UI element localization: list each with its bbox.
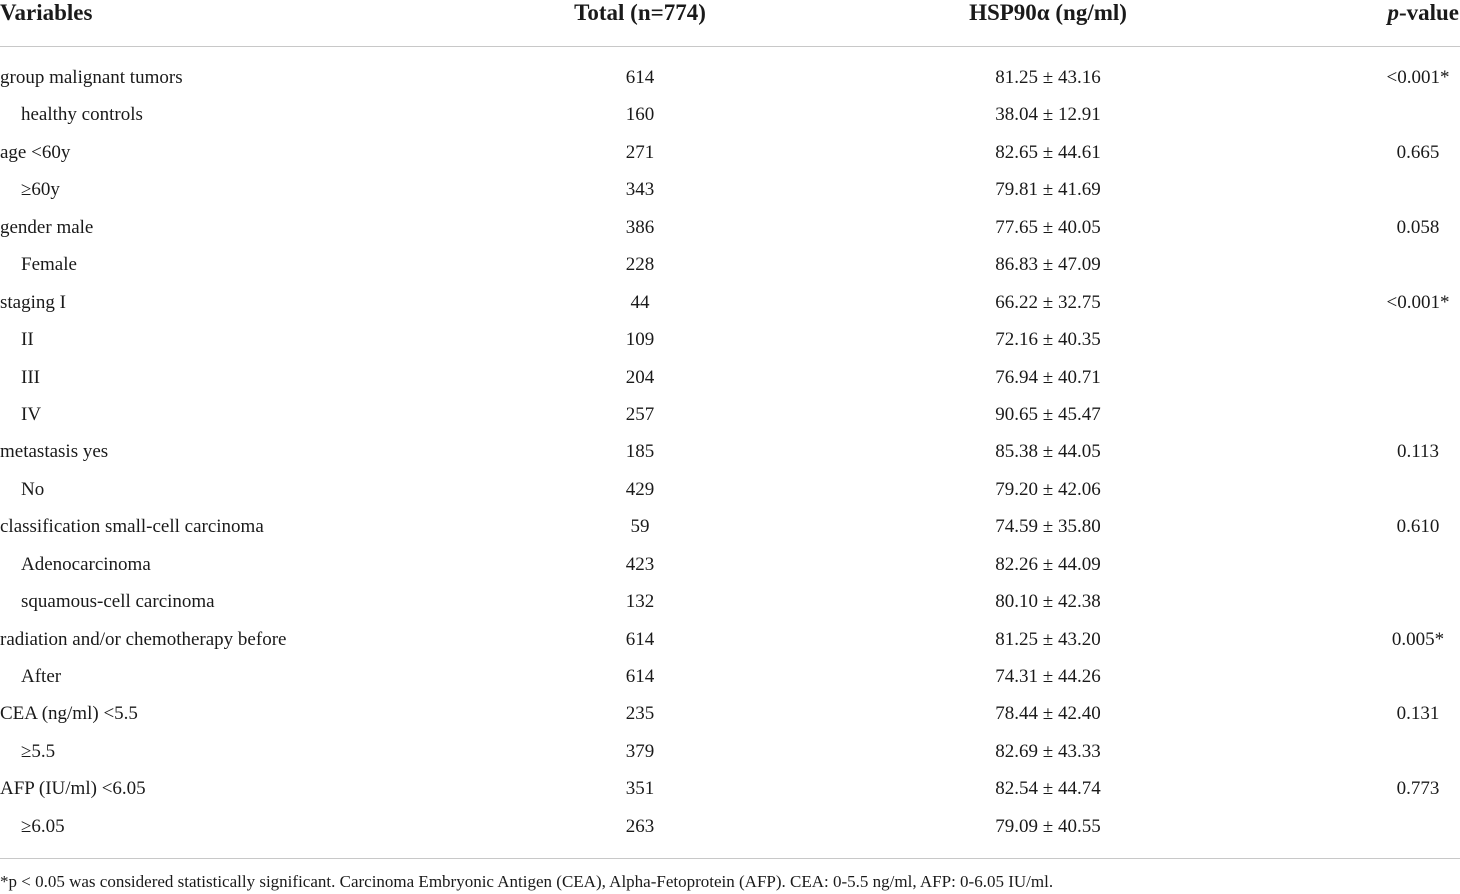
cell-variable: staging I	[0, 291, 66, 313]
cell-total: 423	[625, 553, 655, 575]
cell-total: 228	[625, 254, 655, 276]
cell-total: 263	[625, 815, 655, 837]
table-row	[0, 209, 1460, 246]
cell-variable: II	[21, 329, 34, 351]
table-row	[0, 583, 1460, 620]
table-bottom-rule	[0, 858, 1460, 859]
table-header	[0, 0, 1460, 47]
cell-hsp90a: 90.65 ± 45.47	[995, 403, 1101, 425]
cell-hsp90a: 79.81 ± 41.69	[995, 179, 1101, 201]
table-row	[0, 284, 1460, 321]
cell-total: 351	[625, 778, 655, 800]
table-row	[0, 658, 1460, 695]
cell-total: 59	[630, 516, 650, 538]
cell-total: 386	[625, 216, 655, 238]
cell-variable: gender male	[0, 216, 94, 238]
cell-total: 379	[625, 740, 655, 762]
header-variables: Variables	[0, 0, 93, 25]
cell-total: 160	[625, 104, 655, 126]
table-row	[0, 134, 1460, 171]
cell-p-value: 0.005*	[1391, 628, 1445, 650]
cell-variable: Female	[21, 254, 77, 276]
cell-hsp90a: 76.94 ± 40.71	[995, 366, 1101, 388]
cell-variable: AFP (IU/ml) <6.05	[0, 778, 146, 800]
cell-variable: CEA (ng/ml) <5.5	[0, 703, 138, 725]
cell-p-value: <0.001*	[1386, 67, 1450, 88]
cell-hsp90a: 82.26 ± 44.09	[995, 553, 1101, 575]
cell-total: 614	[625, 67, 655, 88]
table-row	[0, 733, 1460, 770]
header-hsp90a: HSP90α (ng/ml)	[969, 0, 1127, 25]
cell-total: 44	[630, 291, 650, 313]
cell-total: 109	[625, 329, 655, 351]
table-row	[0, 321, 1460, 358]
cell-hsp90a: 82.69 ± 43.33	[995, 740, 1101, 762]
cell-variable: squamous-cell carcinoma	[21, 591, 215, 613]
cell-variable: healthy controls	[21, 104, 143, 126]
cell-hsp90a: 72.16 ± 40.35	[995, 329, 1101, 351]
cell-total: 235	[625, 703, 655, 725]
cell-total: 204	[625, 366, 655, 388]
cell-hsp90a: 77.65 ± 40.05	[995, 216, 1101, 238]
cell-total: 185	[625, 441, 655, 463]
cell-hsp90a: 85.38 ± 44.05	[995, 441, 1101, 463]
cell-hsp90a: 82.54 ± 44.74	[995, 778, 1101, 800]
table-row	[0, 508, 1460, 545]
table-row	[0, 808, 1460, 845]
cell-hsp90a: 78.44 ± 42.40	[995, 703, 1101, 725]
table-row	[0, 621, 1460, 658]
table-row	[0, 59, 1460, 96]
cell-p-value: 0.773	[1396, 778, 1440, 800]
cell-hsp90a: 81.25 ± 43.20	[995, 628, 1101, 650]
cell-variable: After	[21, 666, 62, 687]
header-p-value	[1387, 0, 1459, 28]
cell-p-value: 0.113	[1396, 441, 1440, 463]
cell-total: 614	[625, 628, 655, 650]
table-row	[0, 695, 1460, 732]
table-footnote: *p < 0.05 was considered statistically significant. Carcinoma Embryonic Antigen (CEA), Alpha-Fetoprotein (AFP). CEA: 0-5.5 ng/ml, AFP: 0-6.05 IU/ml.	[0, 872, 1054, 891]
cell-hsp90a: 81.25 ± 43.16	[995, 67, 1101, 88]
cell-hsp90a: 82.65 ± 44.61	[995, 141, 1101, 163]
table-body	[0, 59, 1460, 845]
table-row	[0, 770, 1460, 807]
cell-hsp90a: 80.10 ± 42.38	[995, 591, 1101, 613]
table-row	[0, 359, 1460, 396]
cell-total: 429	[625, 478, 655, 500]
cell-p-value: 0.610	[1396, 516, 1440, 538]
cell-p-value: 0.058	[1396, 216, 1440, 238]
table-row	[0, 246, 1460, 283]
cell-p-value: 0.665	[1396, 141, 1440, 163]
table-row	[0, 96, 1460, 133]
cell-variable: No	[21, 478, 45, 500]
cell-hsp90a: 74.31 ± 44.26	[995, 666, 1101, 687]
cell-variable: Adenocarcinoma	[21, 553, 151, 575]
cell-variable: age <60y	[0, 141, 71, 163]
cell-p-value: <0.001*	[1386, 291, 1450, 313]
cell-total: 132	[625, 591, 655, 613]
cell-hsp90a: 79.09 ± 40.55	[995, 815, 1101, 837]
cell-variable: metastasis yes	[0, 441, 109, 463]
cell-total: 257	[625, 403, 655, 425]
table-row	[0, 471, 1460, 508]
table-row	[0, 546, 1460, 583]
table-row	[0, 171, 1460, 208]
cell-total: 614	[625, 666, 655, 687]
cell-hsp90a: 38.04 ± 12.91	[995, 104, 1101, 126]
cell-total: 271	[625, 141, 655, 163]
table-row	[0, 396, 1460, 433]
cell-variable: IV	[21, 403, 42, 425]
cell-variable: ≥5.5	[21, 740, 56, 762]
cell-hsp90a: 66.22 ± 32.75	[995, 291, 1101, 313]
cell-hsp90a: 74.59 ± 35.80	[995, 516, 1101, 538]
table-row	[0, 433, 1460, 470]
cell-hsp90a: 86.83 ± 47.09	[995, 254, 1101, 276]
cell-total: 343	[625, 179, 655, 201]
cell-variable: radiation and/or chemotherapy before	[0, 628, 287, 650]
cell-variable: classification small-cell carcinoma	[0, 516, 264, 538]
header-p-rest: -value	[1398, 0, 1459, 25]
header-total: Total (n=774)	[574, 0, 706, 25]
header-p-italic: p	[1387, 0, 1399, 25]
cell-variable: III	[21, 366, 40, 388]
cell-variable: ≥6.05	[21, 815, 65, 837]
cell-variable: group malignant tumors	[0, 67, 183, 88]
cell-p-value: 0.131	[1396, 703, 1440, 725]
cell-hsp90a: 79.20 ± 42.06	[995, 478, 1101, 500]
cell-variable: ≥60y	[21, 179, 60, 201]
